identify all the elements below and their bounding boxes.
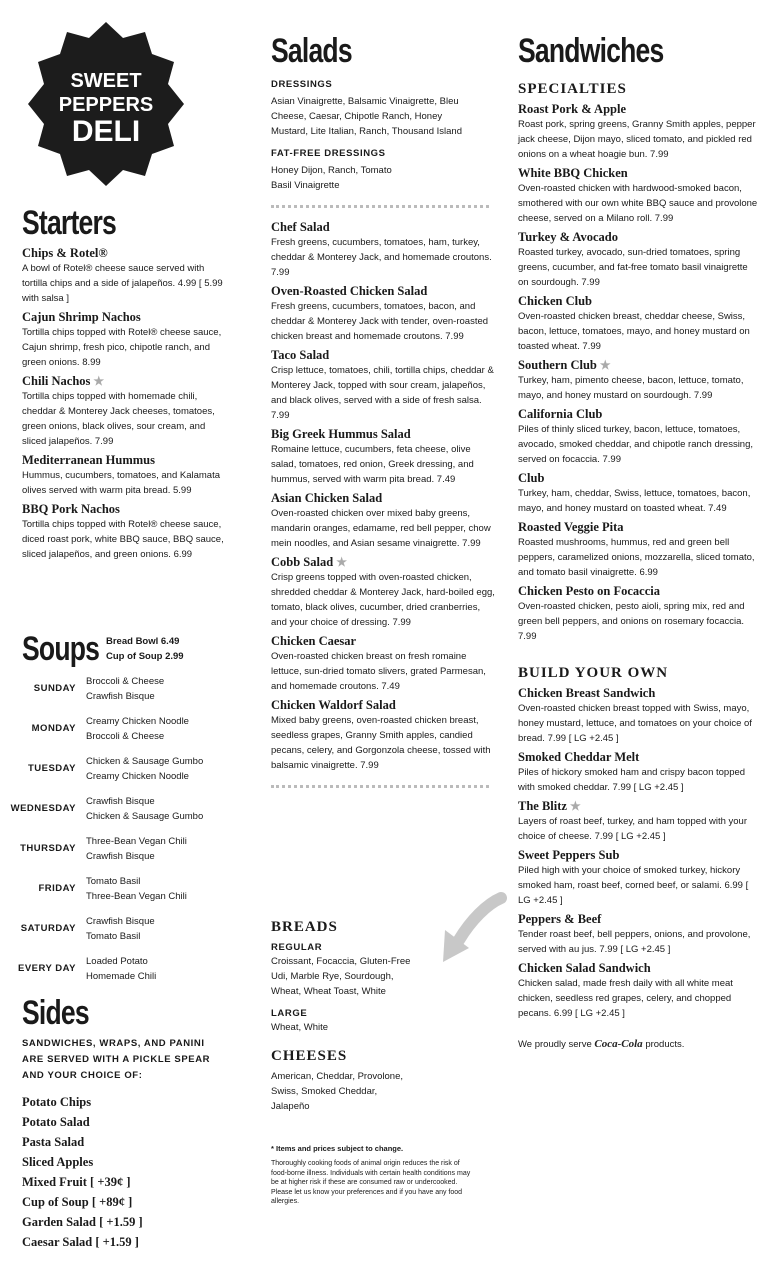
side-item: Potato Salad bbox=[22, 1115, 90, 1129]
menu-item-name bbox=[518, 407, 758, 422]
logo bbox=[22, 20, 190, 188]
menu-item bbox=[518, 848, 758, 908]
menu-item bbox=[518, 961, 758, 1021]
sides-section bbox=[22, 996, 227, 1252]
salads-title: Salads bbox=[271, 32, 352, 70]
soup-day-row bbox=[0, 794, 237, 824]
side-item: Caesar Salad [ +1.59 ] bbox=[22, 1235, 139, 1249]
menu-item-description: Piles of thinly sliced turkey, bacon, lettuce, tomatoes, avocado, smoked cheddar, and chipotle ranch dressing, served on focaccia. 7.99 bbox=[518, 424, 754, 465]
menu-item-name bbox=[518, 584, 758, 599]
menu-item-description: Mixed baby greens, oven-roasted chicken breast, seedless grapes, Granny Smith apples, candied pecans, celery, and Gorgonzola cheese, tossed with balsamic vinaigrette. 7.99 bbox=[271, 715, 491, 771]
soup-option: Creamy Chicken Noodle bbox=[86, 716, 189, 727]
food-safety-note: Thoroughly cooking foods of animal origin reduces the risk of food-borne illness. Individuals with certain health conditions may be at higher risk if these are consumed raw or undercooked. Please let us know your preferences and if you have any food allergies. bbox=[271, 1160, 471, 1205]
menu-item bbox=[518, 799, 758, 844]
menu-item bbox=[518, 584, 758, 644]
menu-item-name bbox=[518, 294, 758, 309]
menu-item-description: Crisp greens topped with oven-roasted chicken, shredded cheddar & Monterey Jack, hard-boiled egg, tomato, black olives, cucumber, dried cranberries, and your choice of dressing. 7.99 bbox=[271, 572, 495, 628]
side-item: Cup of Soup [ +89¢ ] bbox=[22, 1195, 133, 1209]
menu-item-name-text: Asian Chicken Salad bbox=[271, 491, 383, 505]
menu-item-name-text: Big Greek Hummus Salad bbox=[271, 427, 411, 441]
menu-item-name bbox=[271, 348, 496, 363]
menu-item-name-text: Club bbox=[518, 471, 545, 485]
menu-item bbox=[22, 502, 227, 562]
menu-item-name bbox=[22, 374, 227, 389]
menu-item-description: A bowl of Rotel® cheese sauce served with tortilla chips and a side of jalapeños. 4.99 [ 5.99 with salsa ] bbox=[22, 263, 223, 304]
menu-item-name-text: Chips & Rotel® bbox=[22, 246, 108, 260]
sandwiches-title: Sandwiches bbox=[518, 32, 664, 70]
dressings-label: DRESSINGS bbox=[271, 79, 333, 90]
menu-item-description: Oven-roasted chicken over mixed baby greens, mandarin oranges, edamame, red bell pepper, chow mein noodles, and Asian sesame vinaigrette. 7.99 bbox=[271, 508, 491, 549]
logo-line2: PEPPERS bbox=[58, 94, 154, 116]
menu-item bbox=[271, 555, 496, 630]
fatfree-list: Honey Dijon, Ranch, Tomato Basil Vinaigrette bbox=[271, 165, 392, 191]
soup-day: EVERY DAY bbox=[17, 963, 76, 974]
menu-item-name-text: BBQ Pork Nachos bbox=[22, 502, 120, 516]
menu-item-name bbox=[518, 848, 758, 863]
menu-item-name-text: Chili Nachos bbox=[22, 374, 91, 388]
soup-option: Broccoli & Cheese bbox=[86, 731, 165, 742]
menu-item-name bbox=[271, 634, 496, 649]
menu-item-description: Tortilla chips topped with Rotel® cheese sauce, Cajun shrimp, fresh pico, chipotle ranch, and green onions. 8.99 bbox=[22, 327, 222, 368]
menu-item-name-text: California Club bbox=[518, 407, 603, 421]
menu-item-name-text: Peppers & Beef bbox=[518, 912, 602, 926]
star-icon: ★ bbox=[93, 374, 105, 388]
soup-option: Tomato Basil bbox=[86, 931, 141, 942]
menu-item-name bbox=[271, 698, 496, 713]
cheeses-title: CHEESES bbox=[271, 1048, 348, 1064]
dressings-list: Asian Vinaigrette, Balsamic Vinaigrette, Bleu Cheese, Caesar, Chipotle Ranch, Honey Mustard, Lite Italian, Ranch, Thousand Island bbox=[271, 96, 462, 137]
menu-item bbox=[518, 102, 758, 162]
menu-item bbox=[518, 750, 758, 795]
side-item: Sliced Apples bbox=[22, 1155, 94, 1169]
regular-breads: Croissant, Focaccia, Gluten-Free Udi, Marble Rye, Sourdough, Wheat, Wheat Toast, White bbox=[271, 956, 411, 997]
menu-item bbox=[518, 358, 758, 403]
menu-item-name bbox=[518, 750, 758, 765]
menu-item-description: Turkey, ham, cheddar, Swiss, lettuce, tomatoes, bacon, mayo, and honey mustard on toasted wheat. 7.49 bbox=[518, 488, 751, 514]
starters-title: Starters bbox=[22, 204, 117, 242]
divider bbox=[271, 205, 489, 208]
menu-item-name bbox=[518, 166, 758, 181]
menu-item-description: Oven-roasted chicken breast on fresh romaine lettuce, sun-dried tomato slivers, grated Parmesan, and homemade croutons. 7.49 bbox=[271, 651, 486, 692]
soup-day-row bbox=[0, 954, 237, 984]
arrow-icon bbox=[435, 890, 507, 970]
soup-day-row bbox=[0, 674, 237, 704]
soup-day: MONDAY bbox=[31, 723, 76, 734]
sides-title: Sides bbox=[22, 994, 89, 1032]
soup-option: Tomato Basil bbox=[86, 876, 141, 887]
menu-item-name-text: Smoked Cheddar Melt bbox=[518, 750, 640, 764]
menu-item-name bbox=[518, 102, 758, 117]
soup-option: Three-Bean Vegan Chili bbox=[86, 891, 187, 902]
soups-section bbox=[10, 630, 237, 994]
menu-item bbox=[271, 427, 496, 487]
menu-item-name bbox=[518, 912, 758, 927]
cheese-list: American, Cheddar, Provolone, Swiss, Smoked Cheddar, Jalapeño bbox=[271, 1071, 404, 1112]
menu-item-name-text: White BBQ Chicken bbox=[518, 166, 628, 180]
menu-item-description: Turkey, ham, pimento cheese, bacon, lettuce, tomato, mayo, and honey mustard on sourdough. 7.99 bbox=[518, 375, 744, 401]
menu-item-name bbox=[518, 358, 758, 373]
menu-item-name bbox=[518, 799, 758, 814]
soup-day-row bbox=[0, 714, 237, 744]
menu-item-description: Roast pork, spring greens, Granny Smith apples, pepper jack cheese, Dijon mayo, sliced tomato, and pickled red onions on a wheat hoagie bun. 7.99 bbox=[518, 119, 756, 160]
price-change-note: * Items and prices subject to change. bbox=[271, 1144, 404, 1153]
menu-item bbox=[518, 686, 758, 746]
menu-item-name-text: Cajun Shrimp Nachos bbox=[22, 310, 141, 324]
side-item: Pasta Salad bbox=[22, 1135, 85, 1149]
sides-intro: SANDWICHES, WRAPS, AND PANINI ARE SERVED WITH A PICKLE SPEAR AND YOUR CHOICE OF: bbox=[22, 1038, 211, 1081]
menu-item-description: Roasted mushrooms, hummus, red and green bell peppers, caramelized onions, mozzarella, sliced tomato, and tomato basil vinaigrette. 6.99 bbox=[518, 537, 755, 578]
menu-item-name-text: Chicken Club bbox=[518, 294, 592, 308]
menu-item bbox=[518, 520, 758, 580]
side-item: Mixed Fruit [ +39¢ ] bbox=[22, 1175, 131, 1189]
menu-item bbox=[518, 166, 758, 226]
coke-note-suffix: products. bbox=[645, 1039, 685, 1050]
menu-item-description: Tortilla chips topped with Rotel® cheese sauce, diced roast pork, white BBQ sauce, BBQ sauce, sliced jalapeños, and green onions. 6.99 bbox=[22, 519, 224, 560]
large-breads: Wheat, White bbox=[271, 1022, 329, 1033]
soup-day: WEDNESDAY bbox=[10, 803, 76, 814]
menu-item-description: Chicken salad, made fresh daily with all white meat chicken, seedless red grapes, celery, and chopped pecans. 6.99 [ LG +2.45 ] bbox=[518, 978, 733, 1019]
menu-item bbox=[22, 453, 227, 498]
soup-day-row bbox=[0, 874, 237, 904]
coke-note bbox=[518, 1037, 758, 1052]
soup-day-row bbox=[0, 754, 237, 784]
side-item: Garden Salad [ +1.59 ] bbox=[22, 1215, 143, 1229]
fatfree-label: FAT-FREE DRESSINGS bbox=[271, 148, 386, 159]
menu-item-name bbox=[22, 310, 227, 325]
soup-option: Crawfish Bisque bbox=[86, 796, 155, 807]
menu-item-name-text: Chicken Waldorf Salad bbox=[271, 698, 396, 712]
menu-item bbox=[271, 698, 496, 773]
soup-day: SATURDAY bbox=[20, 923, 76, 934]
menu-item-description: Oven-roasted chicken, pesto aioli, spring mix, red and green bell peppers, and onions on rosemary focaccia. 7.99 bbox=[518, 601, 745, 642]
menu-item bbox=[518, 407, 758, 467]
menu-item bbox=[271, 491, 496, 551]
menu-item-description: Layers of roast beef, turkey, and ham topped with your choice of cheese. 7.99 [ LG +2.45 ] bbox=[518, 816, 748, 842]
regular-label: REGULAR bbox=[271, 942, 323, 953]
soup-option: Crawfish Bisque bbox=[86, 691, 155, 702]
soup-option: Three-Bean Vegan Chili bbox=[86, 836, 187, 847]
star-icon: ★ bbox=[569, 799, 581, 813]
menu-item-name bbox=[518, 686, 758, 701]
divider bbox=[271, 785, 489, 788]
menu-item-description: Roasted turkey, avocado, sun-dried tomatoes, spring greens, cucumber, and fat-free tomato basil vinaigrette on sourdough. 7.99 bbox=[518, 247, 748, 288]
menu-item-description: Crisp lettuce, tomatoes, chili, tortilla chips, cheddar & Monterey Jack, topped with sour cream, jalapeños, and black olives, served with a side of fresh salsa. 7.99 bbox=[271, 365, 494, 421]
menu-item-name bbox=[518, 961, 758, 976]
soup-day: TUESDAY bbox=[27, 763, 76, 774]
menu-item-description: Oven-roasted chicken with hardwood-smoked bacon, smothered with our own white BBQ sauce and provolone cheese, served on a Milano roll. 7.99 bbox=[518, 183, 758, 224]
side-item: Potato Chips bbox=[22, 1095, 92, 1109]
menu-item-name bbox=[518, 520, 758, 535]
soup-option: Loaded Potato bbox=[86, 956, 148, 967]
star-icon: ★ bbox=[599, 358, 611, 372]
menu-item-name-text: Sweet Peppers Sub bbox=[518, 848, 620, 862]
menu-item-name-text: The Blitz bbox=[518, 799, 567, 813]
menu-item bbox=[22, 374, 227, 449]
soup-day: FRIDAY bbox=[38, 883, 76, 894]
soup-day-row bbox=[0, 834, 237, 864]
menu-item-description: Fresh greens, cucumbers, tomatoes, ham, turkey, cheddar & Monterey Jack, and homemade croutons. 7.99 bbox=[271, 237, 492, 278]
menu-item-name-text: Oven-Roasted Chicken Salad bbox=[271, 284, 428, 298]
menu-item-name-text: Chicken Caesar bbox=[271, 634, 357, 648]
logo-line1: SWEET bbox=[70, 70, 142, 92]
menu-item-description: Tender roast beef, bell peppers, onions, and provolone, served with au jus. 7.99 [ LG +2.45 ] bbox=[518, 929, 751, 955]
menu-item-name-text: Chicken Pesto on Focaccia bbox=[518, 584, 660, 598]
menu-item-name bbox=[518, 230, 758, 245]
menu-item bbox=[518, 471, 758, 516]
cup-of-soup-price: Cup of Soup 2.99 bbox=[106, 651, 184, 662]
menu-item-name-text: Chicken Breast Sandwich bbox=[518, 686, 656, 700]
menu-item bbox=[22, 310, 227, 370]
coke-note-prefix: We proudly serve bbox=[518, 1039, 592, 1050]
menu-item-name-text: Chef Salad bbox=[271, 220, 330, 234]
logo-badge-icon bbox=[22, 20, 190, 188]
menu-item-description: Romaine lettuce, cucumbers, feta cheese, olive salad, tomatoes, red onion, Greek dressing, and hummus, served with warm pita bread. 7.49 bbox=[271, 444, 474, 485]
soup-option: Broccoli & Cheese bbox=[86, 676, 165, 687]
menu-item-name-text: Southern Club bbox=[518, 358, 597, 372]
bread-bowl-price: Bread Bowl 6.49 bbox=[106, 636, 180, 647]
menu-item-name bbox=[22, 453, 227, 468]
menu-item-name-text: Roasted Veggie Pita bbox=[518, 520, 624, 534]
menu-item-name-text: Chicken Salad Sandwich bbox=[518, 961, 651, 975]
menu-item-description: Piles of hickory smoked ham and crispy bacon topped with smoked cheddar. 7.99 [ LG +2.45 ] bbox=[518, 767, 746, 793]
menu-item bbox=[518, 294, 758, 354]
starters-section bbox=[22, 206, 227, 562]
menu-item-description: Oven-roasted chicken breast, cheddar cheese, Swiss, bacon, lettuce, tomatoes, mayo, and honey mustard on toasted wheat. 7.99 bbox=[518, 311, 750, 352]
menu-item-name-text: Mediterranean Hummus bbox=[22, 453, 155, 467]
menu-item-name-text: Roast Pork & Apple bbox=[518, 102, 626, 116]
star-icon: ★ bbox=[336, 555, 347, 569]
soup-option: Chicken & Sausage Gumbo bbox=[86, 811, 204, 822]
soup-option: Crawfish Bisque bbox=[86, 851, 155, 862]
menu-item bbox=[518, 912, 758, 957]
menu-item bbox=[271, 348, 496, 423]
menu-item-description: Piled high with your choice of smoked turkey, hickory smoked ham, roast beef, corned beef, or salami. 6.99 [ LG +2.45 ] bbox=[518, 865, 749, 906]
menu-item bbox=[518, 230, 758, 290]
breads-title: BREADS bbox=[271, 919, 338, 935]
soup-day: THURSDAY bbox=[20, 843, 76, 854]
logo-line3: DELI bbox=[71, 115, 141, 148]
menu-item-description: Oven-roasted chicken breast topped with Swiss, mayo, honey mustard, lettuce, and tomatoes on your choice of bread. 7.99 [ LG +2.45 ] bbox=[518, 703, 752, 744]
menu-item bbox=[271, 284, 496, 344]
soup-day: SUNDAY bbox=[33, 683, 76, 694]
soup-option: Crawfish Bisque bbox=[86, 916, 155, 927]
menu-item bbox=[271, 634, 496, 694]
menu-item-name bbox=[271, 220, 496, 235]
menu-item-name bbox=[271, 555, 496, 570]
menu-item-name bbox=[271, 284, 496, 299]
soup-option: Creamy Chicken Noodle bbox=[86, 771, 189, 782]
large-label: LARGE bbox=[271, 1008, 308, 1019]
menu-item-name bbox=[22, 502, 227, 517]
menu-item-description: Hummus, cucumbers, tomatoes, and Kalamata olives served with warm pita bread. 5.99 bbox=[22, 470, 221, 496]
menu-item-name bbox=[271, 427, 496, 442]
soups-title: Soups bbox=[22, 630, 100, 668]
specialties-label: SPECIALTIES bbox=[518, 81, 627, 97]
menu-item bbox=[271, 220, 496, 280]
coca-cola-logo: Coca-Cola bbox=[594, 1038, 643, 1050]
menu-item-name bbox=[518, 471, 758, 486]
build-your-own-label: BUILD YOUR OWN bbox=[518, 665, 669, 681]
sandwiches-section bbox=[518, 34, 758, 1052]
soup-day-row bbox=[0, 914, 237, 944]
menu-item-name-text: Taco Salad bbox=[271, 348, 330, 362]
menu-item-description: Fresh greens, cucumbers, tomatoes, bacon, and cheddar & Monterey Jack with tender, oven-roasted chicken breast and homemade croutons. 7.99 bbox=[271, 301, 489, 342]
soup-option: Chicken & Sausage Gumbo bbox=[86, 756, 204, 767]
menu-item-description: Tortilla chips topped with homemade chili, cheddar & Monterey Jack cheeses, tomatoes, green onions, black olives, sour cream, and sliced jalapeños. 7.99 bbox=[22, 391, 215, 447]
menu-item-name bbox=[22, 246, 227, 261]
salads-section bbox=[271, 34, 496, 800]
menu-item bbox=[22, 246, 227, 306]
menu-item-name bbox=[271, 491, 496, 506]
menu-item-name-text: Turkey & Avocado bbox=[518, 230, 619, 244]
soup-option: Homemade Chili bbox=[86, 971, 157, 982]
menu-item-name-text: Cobb Salad bbox=[271, 555, 334, 569]
